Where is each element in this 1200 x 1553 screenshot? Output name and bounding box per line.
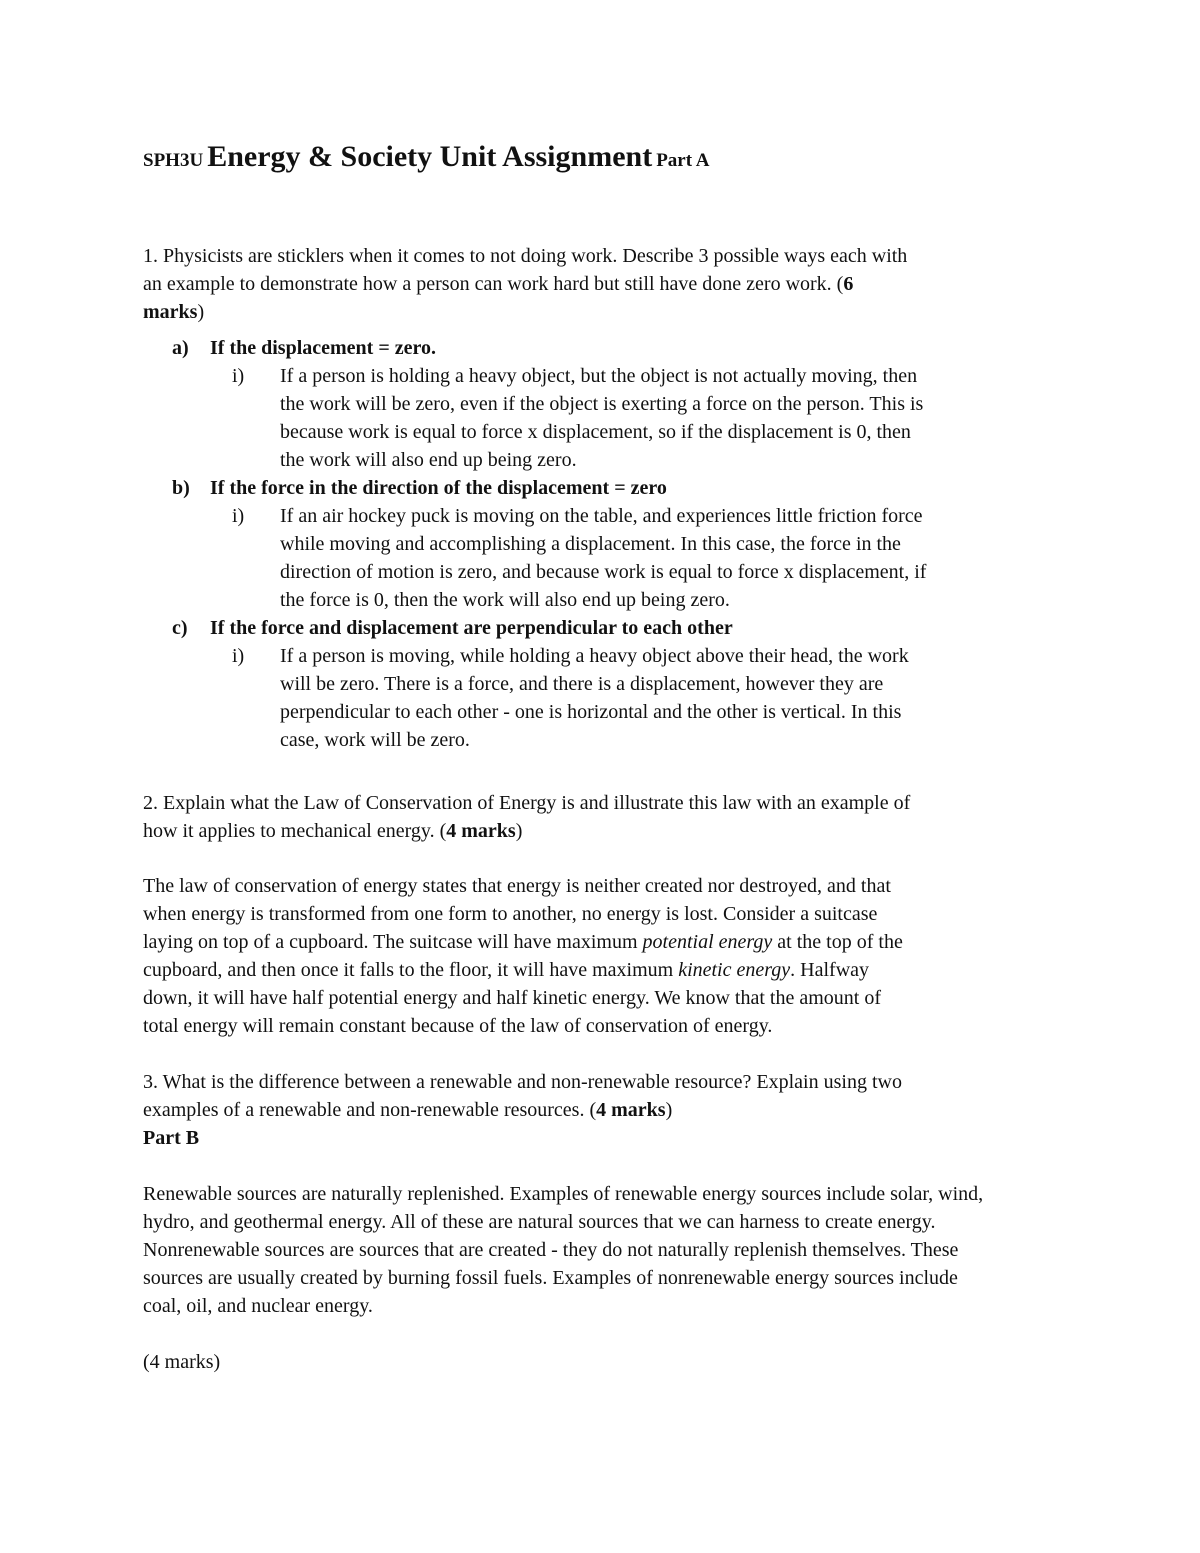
item-a-heading	[172, 334, 436, 362]
trailing-marks-text: (4 marks)	[143, 1351, 221, 1373]
item-a-roman: i)	[232, 365, 245, 387]
answer-line: laying on top of a cupboard. The suitcase will have maximum potential energy at the top of the	[143, 931, 903, 953]
item-heading-text: If the force and displacement are perpendicular to each other	[210, 617, 733, 639]
document-title	[143, 140, 709, 174]
answer-line: hydro, and geothermal energy. All of these are natural sources that we can harness to create energy.	[143, 1211, 936, 1233]
item-line: because work is equal to force x displacement, so if the displacement is 0, then	[280, 421, 911, 443]
item-line: If a person is moving, while holding a heavy object above their head, the work	[280, 645, 909, 667]
item-line: perpendicular to each other - one is horizontal and the other is vertical. In this	[280, 701, 902, 723]
question-1-marks-number: 6	[843, 273, 854, 295]
question-1-line: an example to demonstrate how a person can work hard but still have done zero work. (6	[143, 273, 854, 295]
answer-line: sources are usually created by burning fossil fuels. Examples of nonrenewable energy sources include	[143, 1267, 958, 1289]
item-line: will be zero. There is a force, and there is a displacement, however they are	[280, 673, 884, 695]
item-b-heading	[172, 474, 667, 502]
item-line: the work will be zero, even if the object is exerting a force on the person. This is	[280, 393, 924, 415]
answer-line: Nonrenewable sources are sources that are created - they do not naturally replenish themselves. These	[143, 1239, 959, 1261]
item-c-text	[280, 642, 1060, 754]
answer-line: coal, oil, and nuclear energy.	[143, 1295, 373, 1317]
potential-energy-term: potential energy	[642, 931, 773, 953]
item-label: a)	[172, 337, 189, 359]
question-2-line: how it applies to mechanical energy. (4 marks)	[143, 820, 523, 842]
item-line: direction of motion is zero, and because work is equal to force x displacement, if	[280, 561, 927, 583]
answer-line: when energy is transformed from one form to another, no energy is lost. Consider a suitcase	[143, 903, 878, 925]
item-line: the force is 0, then the work will also end up being zero.	[280, 589, 730, 611]
question-2-answer	[143, 872, 1143, 1040]
item-line: while moving and accomplishing a displacement. In this case, the force in the	[280, 533, 901, 555]
question-1-line: 1. Physicists are sticklers when it comes to not doing work. Describe 3 possible ways each with	[143, 245, 908, 267]
item-b-text	[280, 502, 1060, 614]
question-1-prompt	[143, 242, 1143, 326]
kinetic-energy-term: kinetic energy	[678, 959, 791, 981]
part-label: Part A	[656, 150, 710, 171]
item-a-text	[280, 362, 1060, 474]
question-3-answer	[143, 1180, 1143, 1320]
assignment-title: Energy & Society Unit Assignment	[207, 140, 653, 173]
question-3-line: examples of a renewable and non-renewable resources. (4 marks)	[143, 1099, 673, 1121]
part-b-heading: Part B	[143, 1127, 200, 1149]
question-2-marks: 4 marks	[446, 820, 516, 842]
item-label: b)	[172, 477, 190, 499]
item-line: If an air hockey puck is moving on the table, and experiences little friction force	[280, 505, 923, 527]
course-code: SPH3U	[143, 150, 204, 171]
question-2-prompt	[143, 789, 1143, 845]
question-3-line: 3. What is the difference between a renewable and non-renewable resource? Explain using two	[143, 1071, 902, 1093]
item-heading-text: If the force in the direction of the displacement = zero	[210, 477, 667, 499]
item-line: case, work will be zero.	[280, 729, 470, 751]
answer-line: total energy will remain constant because of the law of conservation of energy.	[143, 1015, 773, 1037]
question-1-marks-word: marks	[143, 301, 198, 323]
item-label: c)	[172, 617, 188, 639]
item-c-roman: i)	[232, 645, 245, 667]
item-line: the work will also end up being zero.	[280, 449, 577, 471]
trailing-marks	[143, 1348, 1143, 1376]
answer-line: The law of conservation of energy states that energy is neither created nor destroyed, and that	[143, 875, 891, 897]
answer-line: Renewable sources are naturally replenished. Examples of renewable energy sources include solar, wind,	[143, 1183, 984, 1205]
answer-line: down, it will have half potential energy and half kinetic energy. We know that the amount of	[143, 987, 882, 1009]
item-line: If a person is holding a heavy object, but the object is not actually moving, then	[280, 365, 918, 387]
question-3-prompt	[143, 1068, 1143, 1152]
question-1-line: marks)	[143, 301, 205, 323]
question-3-marks: 4 marks	[596, 1099, 666, 1121]
question-2-line: 2. Explain what the Law of Conservation of Energy is and illustrate this law with an example of	[143, 792, 911, 814]
item-c-heading	[172, 614, 733, 642]
answer-line: cupboard, and then once it falls to the floor, it will have maximum kinetic energy. Halfway	[143, 959, 870, 981]
item-b-roman: i)	[232, 505, 245, 527]
item-heading-text: If the displacement = zero.	[210, 337, 436, 359]
